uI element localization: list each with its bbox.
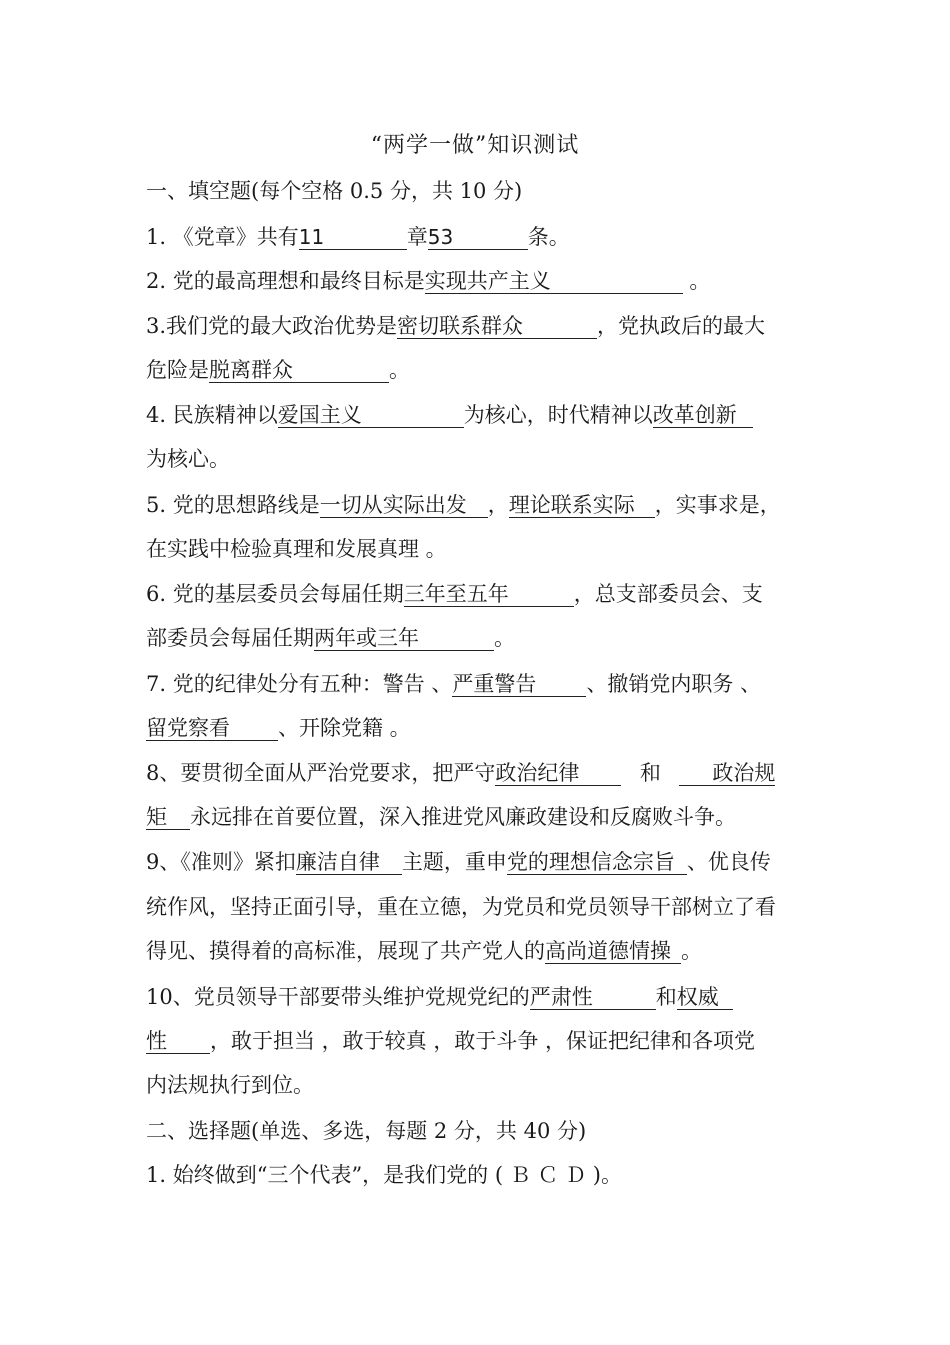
question-9-cont: 统作风，坚持正面引导，重在立德，为党员和党员领导干部树立了看 — [146, 895, 776, 919]
answer-blank: 政治规 — [679, 761, 775, 786]
question-text: 。 — [389, 358, 410, 382]
question-text: 条。 — [527, 225, 570, 249]
question-3-cont — [146, 355, 810, 385]
question-text: 危险是 — [146, 358, 209, 382]
section-heading-fill-blank: 一、填空题(每个空格 0.5 分，共 10 分) — [146, 179, 523, 203]
question-text: 部委员会每届任期 — [146, 626, 314, 650]
answer-blank: 三年至五年 — [404, 582, 574, 607]
question-10 — [146, 982, 810, 1012]
answer-blank: 高尚道德情操 — [545, 939, 681, 964]
answer-blank: 脱离群众 — [209, 358, 389, 383]
question-4-cont: 为核心。 — [146, 447, 230, 471]
answer-blank: 11 — [299, 225, 407, 250]
question-text: 7. 党的纪律处分有五种：警告 、 — [146, 672, 453, 696]
question-text: 永远排在首要位置，深入推进党风廉政建设和反腐败斗争。 — [190, 805, 736, 829]
answer-blank: 廉洁自律 — [296, 850, 402, 875]
question-text: 章 — [406, 225, 428, 249]
question-6 — [146, 579, 810, 609]
question-8 — [146, 758, 810, 788]
question-text: ，敢于担当 ，敢于较真 ，敢于斗争 ，保证把纪律和各项党 — [210, 1029, 756, 1053]
question-10-cont2: 内法规执行到位。 — [146, 1073, 314, 1097]
answer-blank: 性 — [146, 1029, 210, 1054]
question-9-cont2 — [146, 936, 810, 966]
question-text: 为核心，时代精神以 — [463, 403, 653, 427]
answer-blank: 严肃性 — [530, 985, 656, 1010]
question-6-cont — [146, 623, 810, 653]
answer-blank: 权威 — [677, 985, 733, 1010]
question-text: 和 — [655, 985, 677, 1009]
answer-blank: 爱国主义 — [278, 403, 464, 428]
question-4 — [146, 400, 810, 430]
section-heading-multiple-choice: 二、选择题(单选、多选，每题 2 分，共 40 分) — [146, 1119, 587, 1143]
question-9 — [146, 847, 810, 877]
question-text: 得见、摸得着的高标准，展现了共产党人的 — [146, 939, 545, 963]
question-text: 10、党员领导干部要带头维护党规党纪的 — [146, 985, 530, 1009]
answer-blank: 实现共产主义 — [425, 269, 683, 294]
question-5-cont: 在实践中检验真理和发展真理 。 — [146, 537, 447, 561]
question-text: ， — [487, 493, 509, 517]
question-text: 1. 《党章》共有 — [146, 225, 299, 249]
answer-blank: 两年或三年 — [314, 626, 494, 651]
answer-blank: 改革创新 — [653, 403, 753, 428]
answer-blank: 党的理想信念宗旨 — [507, 850, 687, 875]
question-text: 、开除党籍 。 — [278, 716, 411, 740]
question-5 — [146, 490, 810, 520]
question-8-cont — [146, 802, 810, 832]
question-text: 5. 党的思想路线是 — [146, 493, 320, 517]
answer-blank: 理论联系实际 — [509, 493, 655, 518]
question-text: ，党执政后的最大 — [597, 314, 766, 338]
question-2 — [146, 266, 810, 296]
question-text: 9、《准则》紧扣 — [146, 850, 296, 874]
question-text: 、撤销党内职务 、 — [586, 672, 762, 696]
answer-blank: 严重警告 — [452, 672, 586, 697]
question-text: 和 — [639, 761, 661, 785]
choice-question-1: 1. 始终做到“三个代表”，是我们党的 ( Ｂ Ｃ Ｄ )。 — [146, 1163, 622, 1187]
question-7 — [146, 669, 810, 699]
question-10-cont — [146, 1026, 810, 1056]
question-text: 、优良传 — [686, 850, 771, 874]
question-text: 。 — [494, 626, 515, 650]
question-text: 4. 民族精神以 — [146, 403, 278, 427]
question-text: ，总支部委员会、支 — [573, 582, 763, 606]
question-text: 2. 党的最高理想和最终目标是 — [146, 269, 425, 293]
question-text: 8、要贯彻全面从严治党要求，把严守 — [146, 761, 496, 785]
question-text: 6. 党的基层委员会每届任期 — [146, 582, 404, 606]
answer-blank: 密切联系群众 — [397, 314, 597, 339]
answer-blank: 矩 — [146, 805, 190, 830]
document-title: “两学一做”知识测试 — [370, 133, 580, 158]
answer-blank: 留党察看 — [146, 716, 278, 741]
question-text: ，实事求是， — [654, 493, 781, 517]
question-text: 。 — [681, 939, 702, 963]
question-1 — [146, 222, 810, 252]
answer-blank: 一切从实际出发 — [320, 493, 488, 518]
question-7-cont — [146, 713, 810, 743]
question-3 — [146, 311, 810, 341]
answer-blank: 53 — [428, 225, 528, 250]
question-text: 。 — [682, 269, 711, 293]
question-text: 3.我们党的最大政治优势是 — [146, 314, 398, 338]
answer-blank: 政治纪律 — [495, 761, 621, 786]
question-text: 主题，重申 — [401, 850, 507, 874]
